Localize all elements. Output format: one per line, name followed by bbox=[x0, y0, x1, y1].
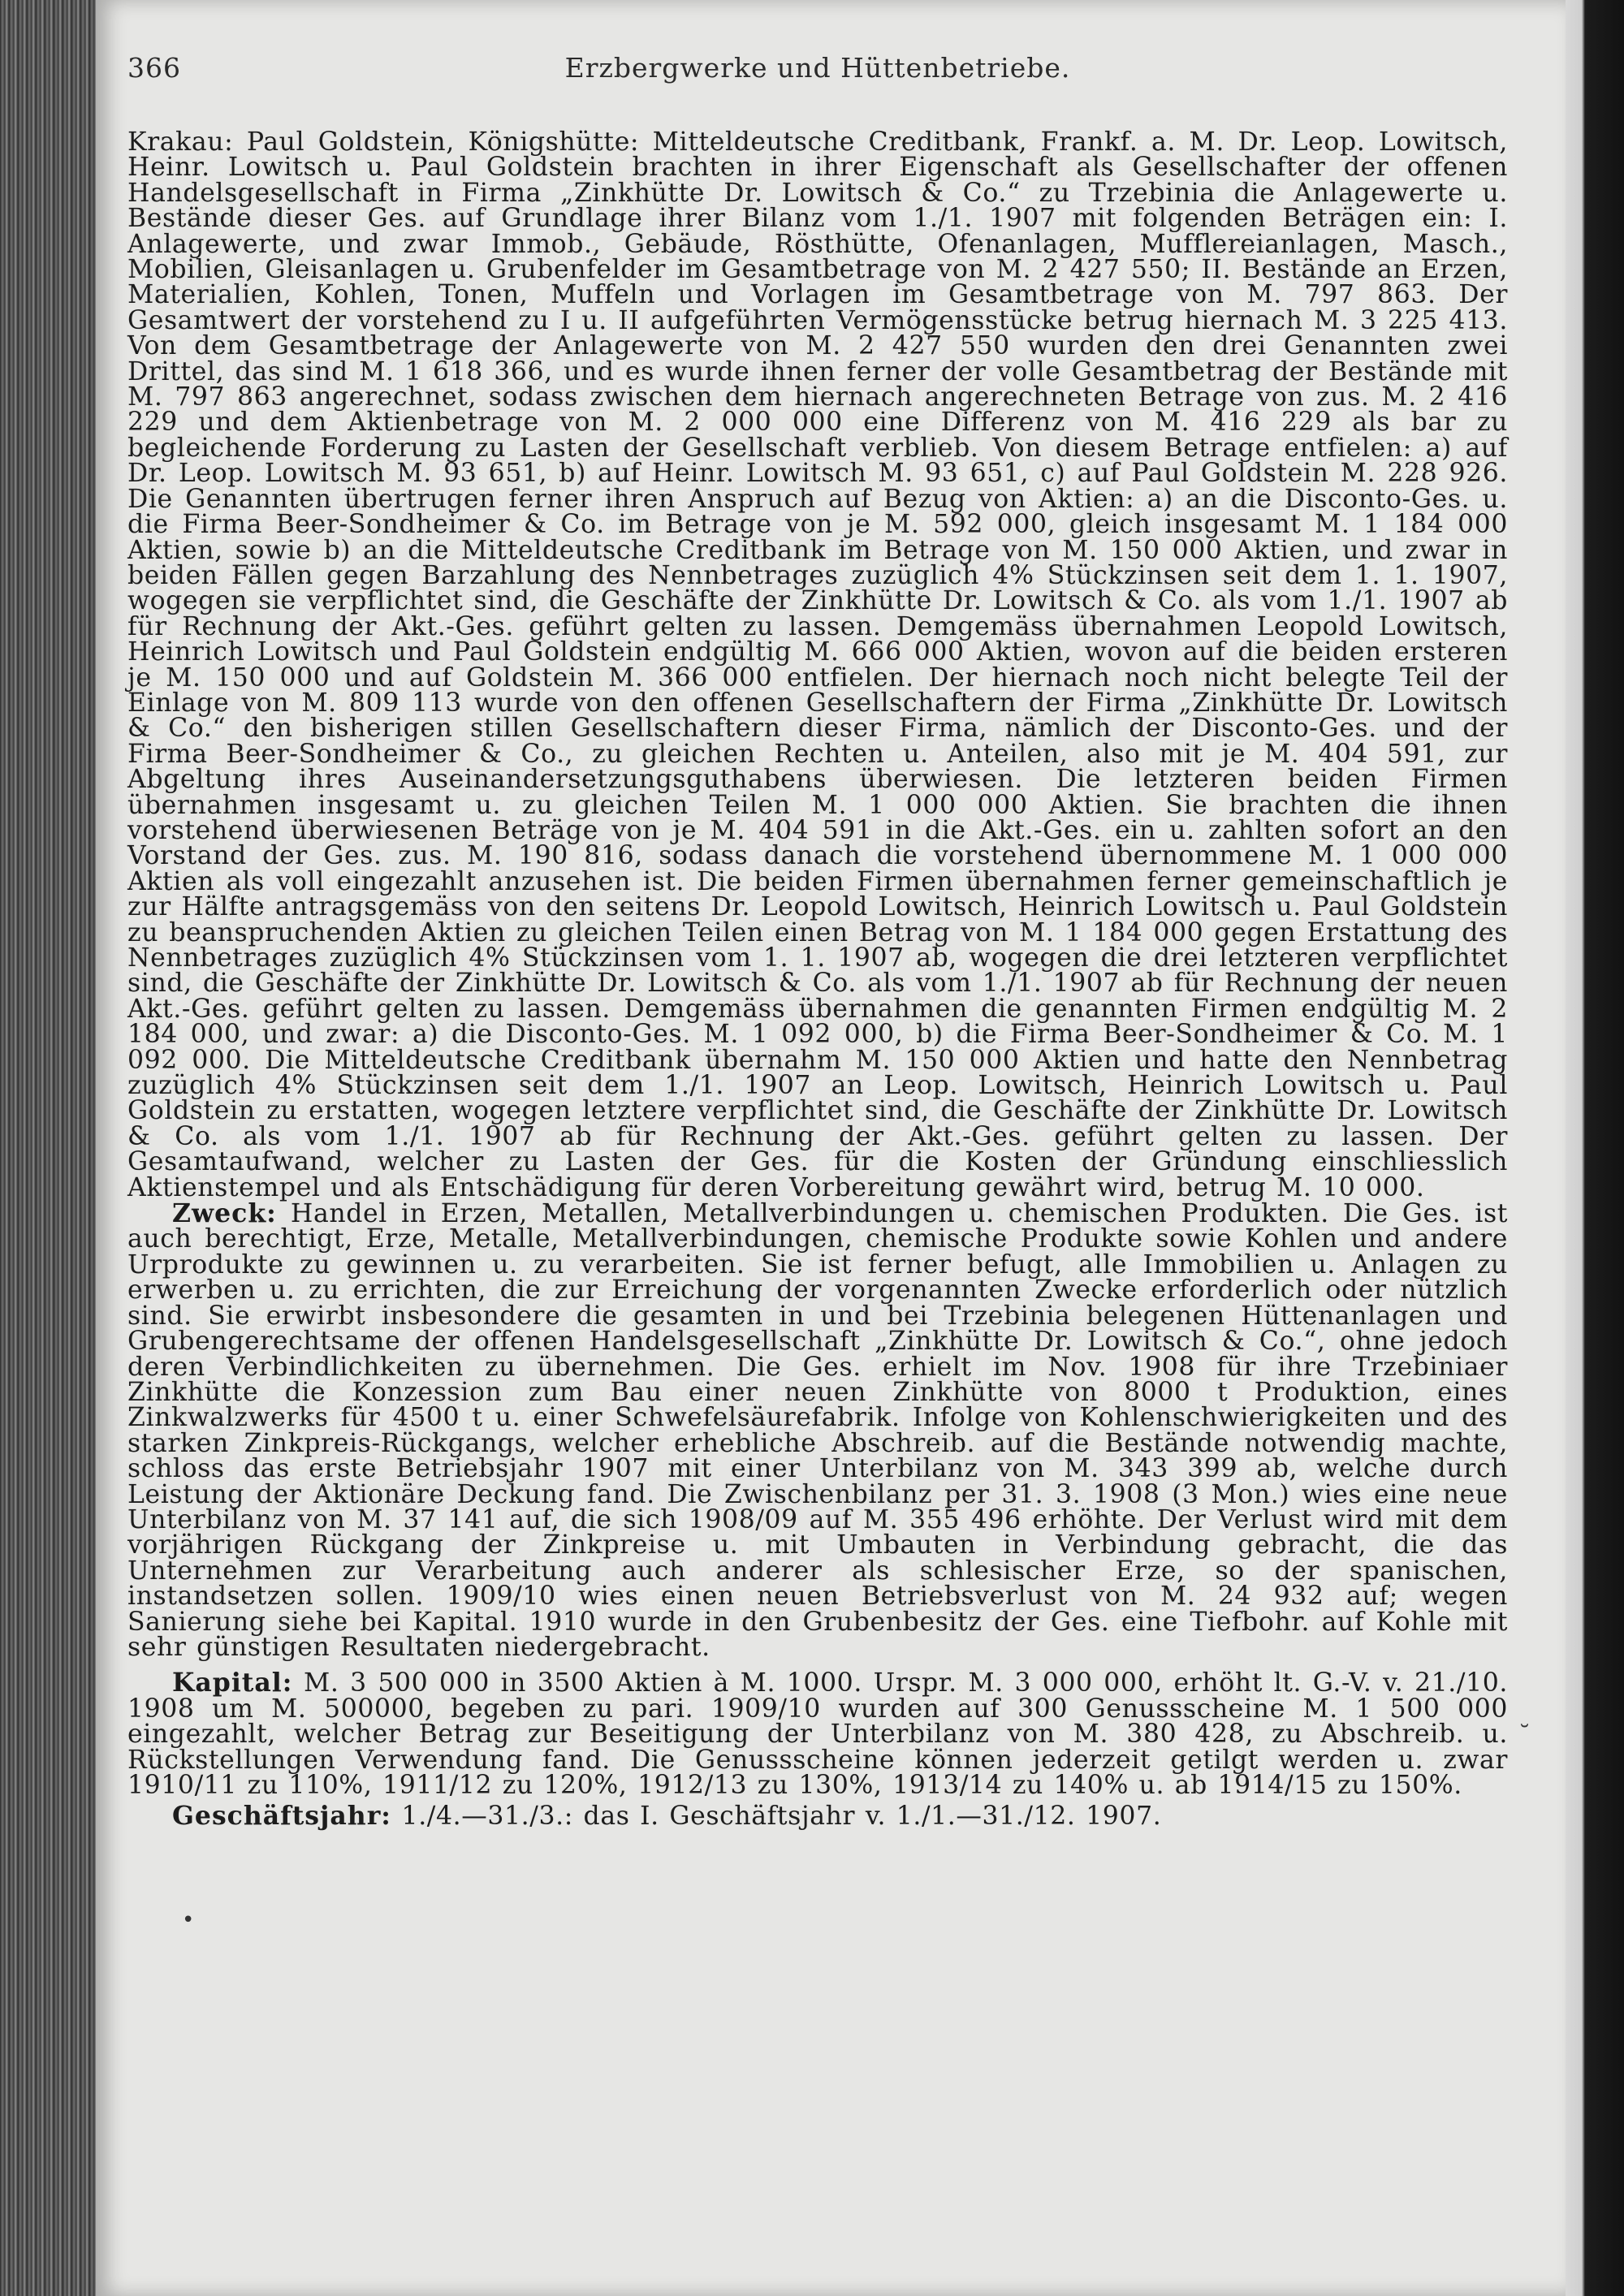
paragraph-gruendung: Krakau: Paul Goldstein, Königshütte: Mitteldeutsche Creditbank, Frankf. a. M. Dr. Leop. Lowitsch, Heinr. Lowitsch u. Paul Goldstein brachten in ihrer Eigenschaft als Gesellschafter der offenen Handelsgesellschaft in Firma „Zinkhütte Dr. Lowitsch & Co.“ zu Trzebinia die Anlagewerte u. Bestände dieser Ges. auf Grundlage ihrer Bilanz vom 1./1. 1907 mit folgenden Beträgen ein: I. Anlagewerte, und zwar Immob., Gebäude, Rösthütte, Ofenanlagen, Mufflereianlagen, Masch., Mobilien, Gleisanlagen u. Grubenfelder im Gesamtbetrage von M. 2 427 550; II. Bestände an Erzen, Materialien, Kohlen, Tonen, Muffeln und Vorlagen im Gesamtbetrage von M. 797 863. Der Gesamtwert der vorstehend zu I u. II aufgeführten Vermögensstücke betrug hiernach M. 3 225 413. Von dem Gesamtbetrage der Anlagewerte von M. 2 427 550 wurden den drei Genannten zwei Drittel, das sind M. 1 618 366, und es wurde ihnen ferner der volle Gesamtbetrag der Bestände mit M. 797 863 angerechnet, sodass zwischen dem hiernach angerechneten Betrage von zus. M. 2 416 229 und dem Aktienbetrage von M. 2 000 000 eine Differenz von M. 416 229 als bar zu begleichende Forderung zu Lasten der Gesellschaft verblieb. Von diesem Betrage entfielen: a) auf Dr. Leop. Lowitsch M. 93 651, b) auf Heinr. Lowitsch M. 93 651, c) auf Paul Goldstein M. 228 926. Die Genannten übertrugen ferner ihren Anspruch auf Bezug von Aktien: a) an die Disconto-Ges. u. die Firma Beer-Sondheimer & Co. im Betrage von je M. 592 000, gleich insgesamt M. 1 184 000 Aktien, sowie b) an die Mitteldeutsche Creditbank im Betrage von M. 150 000 Aktien, und zwar in beiden Fällen gegen Barzahlung des Nennbetrages zuzüglich 4% Stückzinsen seit dem 1. 1. 1907, wogegen sie verpflichtet sind, die Geschäfte der Zinkhütte Dr. Lowitsch & Co. als vom 1./1. 1907 ab für Rechnung der Akt.-Ges. geführt gelten zu lassen. Demgemäss übernahmen Leopold Lowitsch, Heinrich Lowitsch und Paul Goldstein endgültig M. 666 000 Aktien, wovon auf die beiden ersteren je M. 150 000 und auf Goldstein M. 366 000 entfielen. Der hiernach noch nicht belegte Teil der Einlage von M. 809 113 wurde von den offenen Gesellschaftern der Firma „Zinkhütte Dr. Lowitsch & Co.“ den bisherigen stillen Gesellschaftern dieser Firma, nämlich der Disconto-Ges. und der Firma Beer-Sondheimer & Co., zu gleichen Rechten u. Anteilen, also mit je M. 404 591, zur Abgeltung ihres Auseinandersetzungsguthabens überwiesen. Die letzteren beiden Firmen übernahmen insgesamt u. zu gleichen Teilen M. 1 000 000 Aktien. Sie brachten die ihnen vorstehend überwiesenen Beträge von je M. 404 591 in die Akt.-Ges. ein u. zahlten sofort an den Vorstand der Ges. zus. M. 190 816, sodass danach die vorstehend übernommene M. 1 000 000 Aktien als voll eingezahlt anzusehen ist. Die beiden Firmen übernahmen ferner gemeinschaftlich je zur Hälfte antragsgemäss von den seitens Dr. Leopold Lowitsch, Heinrich Lowitsch u. Paul Goldstein zu beanspruchenden Aktien zu gleichen Teilen einen Betrag von M. 1 184 000 gegen Erstattung des Nennbetrages zuzüglich 4% Stückzinsen vom 1. 1. 1907 ab, wogegen die drei letzteren verpflichtet sind, die Geschäfte der Zinkhütte Dr. Lowitsch & Co. als vom 1./1. 1907 ab für Rechnung der neuen Akt.-Ges. geführt gelten zu lassen. Demgemäss übernahmen die genannten Firmen endgültig M. 2 184 000, und zwar: a) die Disconto-Ges. M. 1 092 000, b) die Firma Beer-Sondheimer & Co. M. 1 092 000. Die Mitteldeutsche Creditbank übernahm M. 150 000 Aktien und hatte den Nennbetrag zuzüglich 4% Stückzinsen seit dem 1./1. 1907 an Leop. Lowitsch, Heinrich Lowitsch u. Paul Goldstein zu erstatten, wogegen letztere verpflichtet sind, die Geschäfte der Zinkhütte Dr. Lowitsch & Co. als vom 1./1. 1907 ab für Rechnung der Akt.-Ges. geführt gelten zu lassen. Der Gesamtaufwand, welcher zu Lasten der Ges. für die Kosten der Gründung einschliesslich Aktienstempel und als Entschädigung für deren Vorbereitung gewährt wird, betrug M. 10 000. bbox=[127, 127, 1508, 1202]
paragraph-zweck bbox=[127, 1198, 1508, 1662]
book-binding bbox=[0, 0, 96, 2296]
running-head: Erzbergwerke und Hüttenbetriebe. bbox=[564, 52, 1071, 84]
kapital-label: Kapital: bbox=[172, 1668, 293, 1698]
zweck-label: Zweck: bbox=[172, 1198, 277, 1229]
geschaeftsjahr-label: Geschäftsjahr: bbox=[172, 1801, 391, 1832]
geschaeftsjahr-text: 1./4.—31./3.: das I. Geschäftsjahr v. 1./1.—31./12. 1907. bbox=[391, 1802, 1162, 1832]
paragraph-kapital bbox=[127, 1670, 1508, 1798]
margin-mark: ˘ bbox=[1518, 1721, 1531, 1750]
page-number: 366 bbox=[127, 52, 181, 84]
zweck-text: Handel in Erzen, Metallen, Metallverbindungen u. chemischen Produkten. Die Ges. ist auch berechtigt, Erze, Metalle, Metallverbindungen, chemische Produkte sowie Kohlen und andere Urprodukte zu gewinnen u. zu verarbeiten. Sie ist ferner befugt, alle Immobilien u. Anlagen zu erwerben u. zu errichten, die zur Erreichung der vorgenannten Zwecke erforderlich oder nützlich sind. Sie erwirbt insbesondere die gesamten in und bei Trzebinia belegenen Hüttenanlagen und Grubengerechtsame der offenen Handelsgesellschaft „Zinkhütte Dr. Lowitsch & Co.“, ohne jedoch deren Verbindlichkeiten zu übernehmen. Die Ges. erhielt im Nov. 1908 für ihre Trzebiniaer Zinkhütte die Konzession zum Bau einer neuen Zinkhütte von 8000 t Produktion, eines Zinkwalzwerks für 4500 t u. einer Schwefelsäurefabrik. Infolge von Kohlenschwierigkeiten und des starken Zinkpreis-Rückgangs, welcher erhebliche Abschreib. auf die Bestände notwendig machte, schloss das erste Betriebsjahr 1907 mit einer Unterbilanz von M. 343 399 ab, welche durch Leistung der Aktionäre Deckung fand. Die Zwischenbilanz per 31. 3. 1908 (3 Mon.) wies eine neue Unterbilanz von M. 37 141 auf, die sich 1908/09 auf M. 355 496 erhöhte. Der Verlust wird mit dem vorjährigen Rückgang der Zinkpreise u. mit Umbauten in Verbindung gebracht, die das Unternehmen zur Verarbeitung auch anderer als schlesischer Erze, so der spanischen, instandsetzen sollen. 1909/10 wies einen neuen Betriebsverlust von M. 24 932 auf; wegen Sanierung siehe bei Kapital. 1910 wurde in den Grubenbesitz der Ges. eine Tiefbohr. auf Kohle mit sehr günstigen Resultaten niedergebracht. bbox=[127, 1199, 1508, 1662]
paragraph-geschaeftsjahr bbox=[127, 1801, 1508, 1832]
margin-dot: • bbox=[182, 1908, 195, 1932]
page-right-edge bbox=[1566, 0, 1624, 2296]
page-header bbox=[127, 52, 1508, 88]
kapital-text: M. 3 500 000 in 3500 Aktien à M. 1000. Urspr. M. 3 000 000, erhöht lt. G.-V. v. 21./10. 1908 um M. 500000, begeben zu pari. 1909/10 wurden auf 300 Genussscheine M. 1 500 000 eingezahlt, welcher Betrag zur Beseitigung der Unterbilanz von M. 380 428, zu Abschreib. u. Rückstellungen Verwendung fand. Die Genussscheine können jederzeit getilgt werden u. zwar 1910/11 zu 110%, 1911/12 zu 120%, 1912/13 zu 130%, 1913/14 zu 140% u. ab 1914/15 zu 150%. bbox=[127, 1668, 1508, 1800]
body-text bbox=[127, 127, 1508, 1832]
